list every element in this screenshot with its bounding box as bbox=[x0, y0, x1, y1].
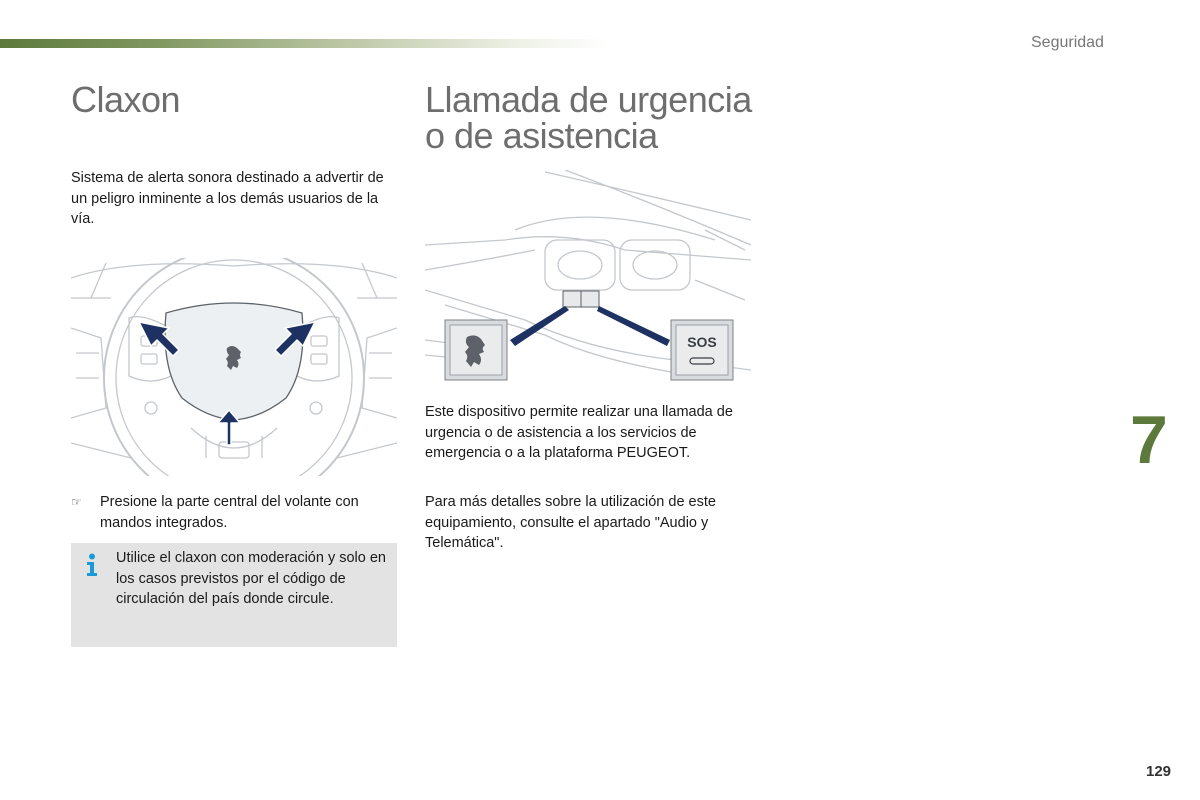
emergency-call-title-line2: o de asistencia bbox=[425, 115, 658, 156]
roof-console-illustration bbox=[425, 170, 751, 390]
page-number: 129 bbox=[1146, 763, 1172, 780]
section-label: Seguridad bbox=[1031, 34, 1104, 51]
emergency-call-title bbox=[425, 79, 785, 156]
emergency-call-description: Este dispositivo permite realizar una llamada de urgencia o de asistencia a los servicios de emergencia o a la plataforma PEUGEOT. bbox=[425, 404, 733, 461]
info-icon bbox=[85, 553, 99, 577]
info-note-text: Utilice el claxon con moderación y solo en los casos previstos por el código de circulación del país donde circule. bbox=[116, 550, 386, 607]
claxon-title: Claxon bbox=[71, 79, 181, 120]
claxon-instruction bbox=[71, 492, 391, 533]
claxon-instruction-text: Presione la parte central del volante con mandos integrados. bbox=[100, 494, 359, 531]
chapter-number: 7 bbox=[1130, 402, 1168, 478]
emergency-call-title-line1: Llamada de urgencia bbox=[425, 79, 752, 120]
steering-wheel-illustration bbox=[71, 258, 397, 476]
header-accent-bar bbox=[0, 39, 610, 48]
emergency-call-more-info: Para más detalles sobre la utilización de este equipamiento, consulte el apartado "Audio y Telemática". bbox=[425, 494, 716, 551]
bullet-marker: ☞ bbox=[71, 495, 82, 509]
claxon-intro: Sistema de alerta sonora destinado a advertir de un peligro inminente a los demás usuarios de la vía. bbox=[71, 170, 384, 227]
sos-button-label: SOS bbox=[687, 334, 717, 350]
info-note bbox=[71, 543, 397, 647]
